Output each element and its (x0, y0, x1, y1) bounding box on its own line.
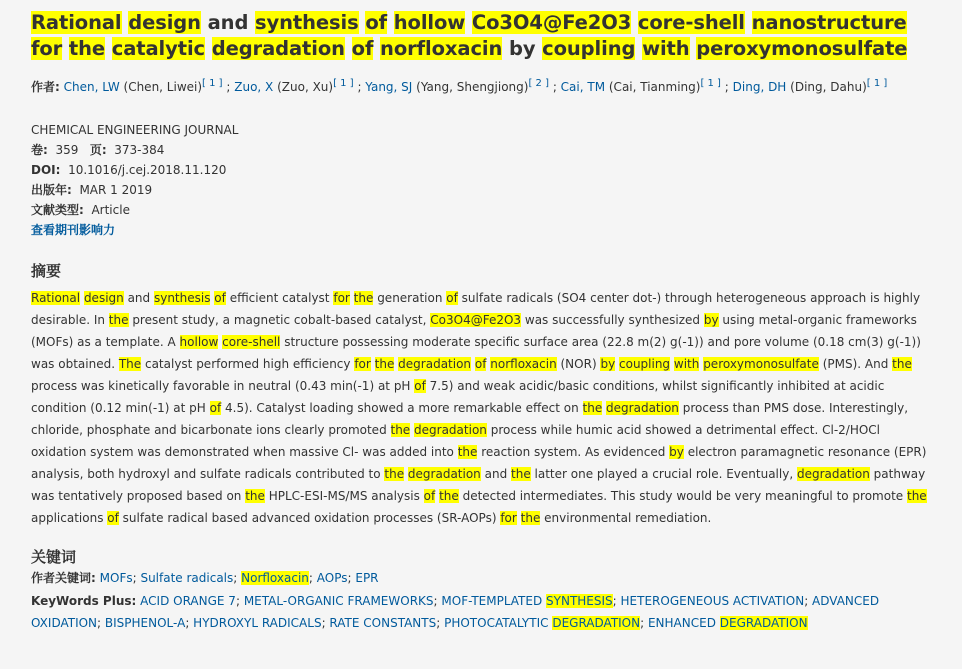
doi-row (31, 160, 962, 180)
pub-date-value: MAR 1 2019 (79, 183, 153, 197)
abstract-segment: of (423, 489, 436, 503)
keyword-plus-link[interactable] (193, 616, 321, 630)
title-segment: catalytic (111, 37, 206, 60)
affiliation-ref[interactable]: [ 1 ] (866, 78, 888, 89)
keyword-separator: ; (347, 571, 356, 585)
abstract-segment: the (108, 313, 129, 327)
title-segment (62, 37, 69, 60)
title-segment: hollow (393, 11, 466, 34)
pages-label: 页: (89, 143, 107, 157)
author-link[interactable]: Zuo, X (234, 80, 274, 94)
abstract-heading: 摘要 (31, 262, 62, 280)
abstract-segment: applications (31, 511, 108, 525)
title-segment: degradation (211, 37, 345, 60)
title-segment: core-shell (637, 11, 745, 34)
keyword-separator: ; (804, 594, 813, 608)
pages-value: 373-384 (114, 143, 165, 157)
abstract-segment: the (390, 423, 411, 437)
abstract-segment: and (480, 467, 512, 481)
keyword-plus-link[interactable] (140, 594, 236, 608)
abstract-segment: 7.5) and weak acidic/basic conditions, whilst significantly inhibited at acidic condition (0.12 min(-1) at pH (31, 379, 885, 415)
author-full-name: (Cai, Tianming) (605, 80, 701, 94)
title-segment: of (351, 37, 374, 60)
title-segment: nanostructure (751, 11, 907, 34)
abstract-segment: the (907, 489, 927, 503)
keywords-plus-list (31, 594, 879, 630)
authors-list (64, 80, 888, 94)
doc-type-label: 文献类型: (31, 203, 84, 217)
abstract-segment: process than PMS dose. Interestingly, chloride, phosphate and bicarbonate ions clearly promoted (31, 401, 909, 437)
title-segment (105, 37, 112, 60)
keywords-plus-row (31, 590, 937, 634)
doi-value: 10.1016/j.cej.2018.11.120 (68, 163, 227, 177)
keyword-separator: ; (433, 594, 442, 608)
keyword-separator: ; (308, 571, 317, 585)
keyword-separator: ; (97, 616, 105, 630)
abstract-text (31, 287, 937, 529)
affiliation-ref[interactable]: [ 2 ] (528, 78, 549, 89)
abstract-segment: the (384, 467, 405, 481)
abstract-segment: the (582, 401, 603, 415)
keyword-plus-link[interactable] (621, 594, 805, 608)
keyword-separator: ; (235, 594, 244, 608)
author-full-name: (Yang, Shengjiong) (412, 80, 529, 94)
abstract-segment: reaction system. As evidenced (477, 445, 670, 459)
author-full-name: (Chen, Liwei) (119, 80, 203, 94)
title-segment (745, 11, 752, 34)
title-segment (345, 37, 352, 60)
abstract-segment: generation (373, 291, 447, 305)
abstract-segment: pathway was tentatively proposed based on (31, 467, 926, 503)
pub-date-row (31, 180, 962, 200)
abstract-segment: hollow (179, 335, 219, 349)
keyword-plus-segment: PHOTOCATALYTIC (444, 616, 553, 630)
title-segment: and (200, 11, 256, 34)
abstract-segment: the (374, 357, 395, 371)
abstract-segment: the (353, 291, 374, 305)
author-full-name: (Zuo, Xu) (273, 80, 334, 94)
abstract-segment: norfloxacin (490, 357, 557, 371)
abstract-segment: the (892, 357, 912, 371)
abstract-segment: Rational (31, 291, 81, 305)
title-segment (205, 37, 212, 60)
affiliation-ref[interactable]: [ 1 ] (202, 78, 223, 89)
keyword-separator: ; (233, 571, 242, 585)
author-keyword-link[interactable]: Sulfate radicals (140, 571, 234, 585)
abstract-segment: of (446, 291, 458, 305)
affiliation-ref[interactable]: [ 1 ] (333, 78, 354, 89)
abstract-segment: peroxymonosulfate (703, 357, 819, 371)
abstract-segment: Co3O4@Fe2O3 (430, 313, 522, 327)
doi-label: DOI: (31, 163, 61, 177)
abstract-segment: with (673, 357, 700, 371)
abstract-segment: the (520, 511, 541, 525)
keyword-plus-segment: ADVANCED OXIDATION (31, 594, 880, 630)
abstract-segment: HPLC-ESI-MS/MS analysis (264, 489, 424, 503)
author-separator: ; (222, 80, 235, 94)
keyword-plus-segment: RATE CONSTANTS (329, 616, 437, 630)
keyword-plus-link[interactable] (244, 594, 434, 608)
author-separator: ; (720, 80, 733, 94)
keyword-separator: ; (132, 571, 141, 585)
abstract-segment: degradation (414, 423, 487, 437)
abstract-segment: the (439, 489, 459, 503)
author-keyword-link[interactable]: AOPs (316, 571, 348, 585)
article-title (31, 10, 941, 62)
abstract-segment: degradation (796, 467, 870, 481)
title-segment: for (31, 37, 63, 60)
title-segment: Rational (31, 11, 122, 34)
abstract-segment: design (83, 291, 124, 305)
abstract-segment: electron paramagnetic resonance (EPR) analysis, both hydroxyl and sulfate radicals contributed to (31, 445, 927, 481)
abstract-segment: 4.5). Catalyst loading showed a more remarkable effect on (221, 401, 583, 415)
keyword-plus-link[interactable] (329, 616, 436, 630)
abstract-segment: and (123, 291, 154, 305)
keyword-separator: ; (436, 616, 445, 630)
author-link[interactable]: Chen, LW (63, 80, 120, 94)
abstract-segment: of (214, 291, 226, 305)
abstract-segment: the (245, 489, 265, 503)
keyword-plus-link[interactable] (441, 594, 612, 608)
abstract-segment: environmental remediation. (540, 511, 712, 525)
abstract-segment: the (457, 445, 478, 459)
abstract-segment: degradation (407, 467, 481, 481)
keyword-plus-segment: HETEROGENEOUS ACTIVATION (620, 594, 805, 608)
title-segment: Co3O4@Fe2O3 (471, 11, 632, 34)
keyword-separator: ; (612, 594, 621, 608)
doc-type-row (31, 200, 962, 220)
author-separator: ; (353, 80, 366, 94)
keyword-plus-link[interactable] (444, 616, 640, 630)
abstract-segment: of (107, 511, 119, 525)
volume-value: 359 (55, 143, 79, 157)
abstract-segment: of (474, 357, 487, 371)
abstract-segment: of (414, 379, 426, 393)
abstract-segment: efficient catalyst (225, 291, 334, 305)
abstract-segment: structure possessing moderate specific surface area (22.8 m(2) g(-1)) and pore volume (0.18 cm(3) g(-1)) was obtained. (31, 335, 921, 371)
abstract-segment: of (209, 401, 222, 415)
keyword-plus-segment: DEGRADATION (552, 616, 641, 630)
author-full-name: (Ding, Dahu) (786, 80, 867, 94)
title-segment: by (502, 37, 543, 60)
author-link[interactable]: Ding, DH (732, 80, 787, 94)
keyword-plus-segment: ACID ORANGE 7 (140, 594, 236, 608)
abstract-segment: (NOR) (556, 357, 601, 371)
title-segment: the (68, 37, 106, 60)
abstract-segment: core-shell (222, 335, 281, 349)
affiliation-ref[interactable]: [ 1 ] (700, 78, 721, 89)
title-segment: peroxymonosulfate (696, 37, 908, 60)
title-segment (387, 11, 394, 34)
abstract-segment: for (500, 511, 517, 525)
author-keyword-link[interactable]: MOFs (99, 571, 133, 585)
title-segment (465, 11, 472, 34)
abstract-segment: for (354, 357, 371, 371)
author-keyword-link[interactable]: Norfloxacin (241, 571, 309, 585)
author-separator: ; (549, 80, 561, 94)
abstract-segment: The (118, 357, 142, 371)
abstract-segment: by (669, 445, 684, 459)
author-link[interactable]: Yang, SJ (365, 80, 413, 94)
title-segment: design (128, 11, 201, 34)
title-segment: norfloxacin (380, 37, 503, 60)
author-link[interactable]: Cai, TM (560, 80, 606, 94)
volume-label: 卷: (31, 143, 48, 157)
abstract-segment: was successfully synthesized (521, 313, 704, 327)
volume-pages-row (31, 140, 962, 160)
abstract-segment: by (703, 313, 719, 327)
authors-label: 作者: (31, 80, 60, 94)
abstract-segment: process while humic acid showed a detrimental effect. Cl-2/HOCl oxidation system was demonstrated when massive Cl- was added into (31, 423, 881, 459)
title-segment: synthesis (255, 11, 359, 34)
title-segment: with (642, 37, 690, 60)
abstract-segment: sulfate radical based advanced oxidation processes (SR-AOPs) (118, 511, 501, 525)
keyword-plus-link[interactable] (648, 616, 808, 630)
title-segment: of (365, 11, 388, 34)
keyword-plus-segment: SYNTHESIS (546, 594, 613, 608)
doc-type-value: Article (91, 203, 130, 217)
abstract-segment: for (333, 291, 350, 305)
keyword-plus-link[interactable] (105, 616, 185, 630)
keywords-plus-label: KeyWords Plus: (31, 594, 137, 608)
author-keywords-list (100, 571, 379, 585)
abstract-segment: process was kinetically favorable in neutral (0.43 min(-1) at pH (31, 379, 415, 393)
keyword-plus-segment: DEGRADATION (719, 616, 808, 630)
journal-name: CHEMICAL ENGINEERING JOURNAL (31, 123, 239, 137)
title-segment (631, 11, 638, 34)
author-keywords-label: 作者关键词: (31, 571, 96, 585)
keyword-separator: ; (185, 616, 194, 630)
keyword-plus-segment: MOF-TEMPLATED (441, 594, 547, 608)
abstract-segment: degradation (606, 401, 679, 415)
keyword-plus-segment: HYDROXYL RADICALS (193, 616, 322, 630)
keyword-plus-segment: METAL-ORGANIC FRAMEWORKS (243, 594, 434, 608)
abstract-segment: the (511, 467, 531, 481)
abstract-segment: using metal-organic frameworks (MOFs) as a template. A (31, 313, 917, 349)
abstract-segment: synthesis (153, 291, 211, 305)
abstract-segment: (PMS). And (818, 357, 893, 371)
abstract-segment: coupling (619, 357, 671, 371)
abstract-segment: detected intermediates. This study would be very meaningful to promote (458, 489, 907, 503)
title-segment: coupling (542, 37, 636, 60)
abstract-segment: by (600, 357, 616, 371)
abstract-segment: catalyst performed high efficiency (141, 357, 355, 371)
keyword-separator: ; (640, 616, 648, 630)
abstract-segment: latter one played a crucial role. Eventually, (530, 467, 797, 481)
journal-impact-link[interactable]: 查看期刊影响力 (31, 223, 116, 237)
authors-line (31, 76, 962, 95)
keyword-plus-segment: ENHANCED (647, 616, 720, 630)
pub-date-label: 出版年: (31, 183, 72, 197)
abstract-segment: degradation (398, 357, 472, 371)
author-keyword-link[interactable]: EPR (355, 571, 379, 585)
source-block (31, 120, 962, 240)
impact-row (31, 220, 962, 240)
keyword-plus-segment: BISPHENOL-A (104, 616, 186, 630)
abstract-segment: present study, a magnetic cobalt-based catalyst, (128, 313, 431, 327)
keywords-heading: 关键词 (31, 548, 77, 566)
keyword-separator: ; (321, 616, 330, 630)
abstract-segment: sulfate radicals (SO4 center dot-) through heterogeneous approach is highly desirable. In (31, 291, 921, 327)
author-keywords-row (31, 567, 962, 589)
